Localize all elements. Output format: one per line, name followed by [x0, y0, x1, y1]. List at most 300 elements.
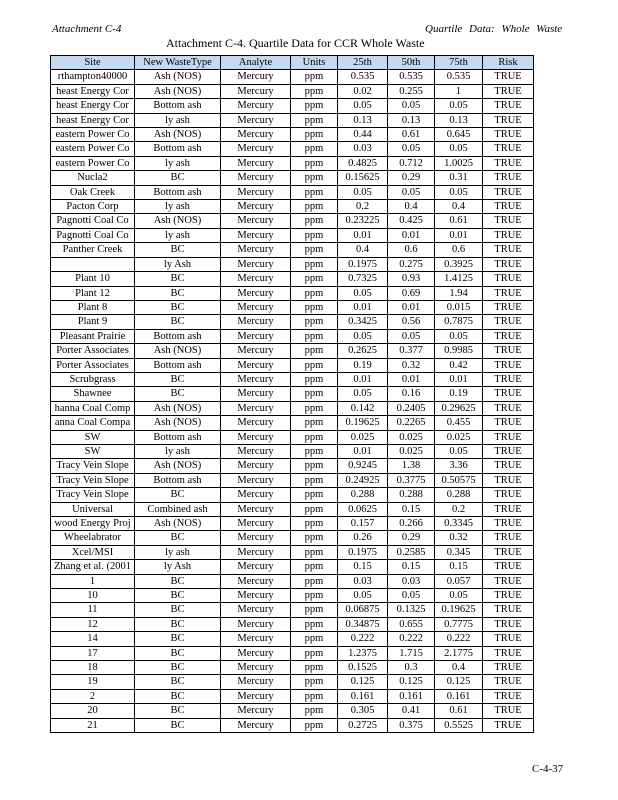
- cell-risk: TRUE: [483, 560, 534, 574]
- cell-risk: TRUE: [483, 113, 534, 127]
- cell-site: wood Energy Proj: [51, 517, 135, 531]
- cell-risk: TRUE: [483, 502, 534, 516]
- cell-units: ppm: [291, 401, 338, 415]
- cell-site: Oak Creek: [51, 185, 135, 199]
- cell-q25: 0.19: [338, 358, 388, 372]
- cell-units: ppm: [291, 84, 338, 98]
- cell-units: ppm: [291, 387, 338, 401]
- cell-waste-type: BC: [135, 300, 221, 314]
- cell-q50: 0.13: [388, 113, 435, 127]
- cell-units: ppm: [291, 200, 338, 214]
- cell-q25: 0.222: [338, 632, 388, 646]
- cell-q25: 0.01: [338, 372, 388, 386]
- cell-risk: TRUE: [483, 531, 534, 545]
- cell-q25: 0.01: [338, 300, 388, 314]
- col-25th: 25th: [338, 56, 388, 70]
- cell-q25: 0.2625: [338, 344, 388, 358]
- cell-analyte: Mercury: [221, 646, 291, 660]
- table-row: [51, 70, 534, 84]
- cell-units: ppm: [291, 444, 338, 458]
- cell-q50: 0.425: [388, 214, 435, 228]
- cell-analyte: Mercury: [221, 243, 291, 257]
- cell-units: ppm: [291, 632, 338, 646]
- col-risk: Risk: [483, 56, 534, 70]
- cell-risk: TRUE: [483, 200, 534, 214]
- cell-units: ppm: [291, 416, 338, 430]
- cell-q75: 0.05: [435, 142, 483, 156]
- cell-risk: TRUE: [483, 689, 534, 703]
- cell-q25: 0.305: [338, 704, 388, 718]
- cell-q50: 1.715: [388, 646, 435, 660]
- cell-risk: TRUE: [483, 473, 534, 487]
- cell-q75: 0.13: [435, 113, 483, 127]
- col-site: Site: [51, 56, 135, 70]
- table-row: [51, 401, 534, 415]
- cell-risk: TRUE: [483, 661, 534, 675]
- cell-risk: TRUE: [483, 718, 534, 732]
- cell-q50: 0.56: [388, 315, 435, 329]
- cell-analyte: Mercury: [221, 444, 291, 458]
- cell-site: heast Energy Cor: [51, 99, 135, 113]
- cell-q75: 0.42: [435, 358, 483, 372]
- cell-site: 10: [51, 589, 135, 603]
- cell-waste-type: BC: [135, 675, 221, 689]
- cell-q25: 0.05: [338, 99, 388, 113]
- cell-site: Tracy Vein Slope: [51, 488, 135, 502]
- cell-units: ppm: [291, 545, 338, 559]
- cell-q50: 0.3: [388, 661, 435, 675]
- table-row: [51, 574, 534, 588]
- cell-q25: 0.025: [338, 430, 388, 444]
- cell-waste-type: BC: [135, 372, 221, 386]
- cell-q25: 0.9245: [338, 459, 388, 473]
- table-row: [51, 531, 534, 545]
- cell-risk: TRUE: [483, 444, 534, 458]
- cell-q25: 0.34875: [338, 617, 388, 631]
- table-row: [51, 675, 534, 689]
- cell-units: ppm: [291, 675, 338, 689]
- cell-risk: TRUE: [483, 704, 534, 718]
- cell-units: ppm: [291, 488, 338, 502]
- cell-units: ppm: [291, 358, 338, 372]
- cell-q75: 0.645: [435, 128, 483, 142]
- cell-waste-type: BC: [135, 704, 221, 718]
- cell-q50: 0.05: [388, 589, 435, 603]
- cell-units: ppm: [291, 372, 338, 386]
- cell-risk: TRUE: [483, 243, 534, 257]
- table-row: [51, 113, 534, 127]
- cell-analyte: Mercury: [221, 156, 291, 170]
- cell-waste-type: Bottom ash: [135, 185, 221, 199]
- cell-units: ppm: [291, 603, 338, 617]
- cell-analyte: Mercury: [221, 430, 291, 444]
- cell-q25: 0.13: [338, 113, 388, 127]
- cell-q75: 0.05: [435, 329, 483, 343]
- cell-q75: 0.2: [435, 502, 483, 516]
- cell-site: Wheelabrator: [51, 531, 135, 545]
- cell-analyte: Mercury: [221, 329, 291, 343]
- cell-units: ppm: [291, 473, 338, 487]
- cell-q75: 0.6: [435, 243, 483, 257]
- cell-q75: 0.01: [435, 372, 483, 386]
- cell-q25: 0.157: [338, 517, 388, 531]
- cell-site: heast Energy Cor: [51, 84, 135, 98]
- cell-waste-type: BC: [135, 617, 221, 631]
- cell-q25: 0.03: [338, 142, 388, 156]
- cell-units: ppm: [291, 718, 338, 732]
- cell-risk: TRUE: [483, 675, 534, 689]
- cell-waste-type: Bottom ash: [135, 358, 221, 372]
- cell-waste-type: BC: [135, 272, 221, 286]
- cell-site: 12: [51, 617, 135, 631]
- table-row: [51, 689, 534, 703]
- cell-analyte: Mercury: [221, 488, 291, 502]
- col-analyte: Analyte: [221, 56, 291, 70]
- cell-q25: 0.15625: [338, 171, 388, 185]
- cell-site: Plant 8: [51, 300, 135, 314]
- cell-analyte: Mercury: [221, 675, 291, 689]
- cell-site: eastern Power Co: [51, 142, 135, 156]
- cell-analyte: Mercury: [221, 574, 291, 588]
- cell-waste-type: Ash (NOS): [135, 459, 221, 473]
- cell-site: Xcel/MSI: [51, 545, 135, 559]
- cell-risk: TRUE: [483, 401, 534, 415]
- cell-units: ppm: [291, 430, 338, 444]
- cell-q75: 0.5525: [435, 718, 483, 732]
- cell-site: Pleasant Prairie: [51, 329, 135, 343]
- cell-units: ppm: [291, 344, 338, 358]
- table-row: [51, 517, 534, 531]
- cell-risk: TRUE: [483, 329, 534, 343]
- cell-q25: 1.2375: [338, 646, 388, 660]
- cell-q25: 0.44: [338, 128, 388, 142]
- cell-q75: 0.535: [435, 70, 483, 84]
- cell-analyte: Mercury: [221, 300, 291, 314]
- cell-analyte: Mercury: [221, 401, 291, 415]
- cell-units: ppm: [291, 171, 338, 185]
- cell-q50: 0.025: [388, 430, 435, 444]
- cell-q75: 0.31: [435, 171, 483, 185]
- table-row: [51, 272, 534, 286]
- cell-q75: 2.1775: [435, 646, 483, 660]
- table-row: [51, 632, 534, 646]
- table-row: [51, 228, 534, 242]
- table-row: [51, 200, 534, 214]
- cell-site: SW: [51, 430, 135, 444]
- cell-risk: TRUE: [483, 416, 534, 430]
- cell-q25: 0.03: [338, 574, 388, 588]
- cell-site: Tracy Vein Slope: [51, 473, 135, 487]
- cell-q75: 0.29625: [435, 401, 483, 415]
- cell-q25: 0.142: [338, 401, 388, 415]
- cell-q25: 0.1975: [338, 257, 388, 271]
- cell-q50: 0.535: [388, 70, 435, 84]
- cell-q50: 1.38: [388, 459, 435, 473]
- cell-q50: 0.3775: [388, 473, 435, 487]
- cell-q25: 0.7325: [338, 272, 388, 286]
- cell-q50: 0.161: [388, 689, 435, 703]
- cell-waste-type: BC: [135, 315, 221, 329]
- cell-analyte: Mercury: [221, 113, 291, 127]
- cell-q25: 0.1975: [338, 545, 388, 559]
- table-row: [51, 502, 534, 516]
- cell-risk: TRUE: [483, 70, 534, 84]
- cell-units: ppm: [291, 661, 338, 675]
- table-row: [51, 488, 534, 502]
- cell-waste-type: Ash (NOS): [135, 401, 221, 415]
- cell-q75: 0.4: [435, 661, 483, 675]
- cell-q25: 0.05: [338, 589, 388, 603]
- cell-risk: TRUE: [483, 185, 534, 199]
- cell-q25: 0.01: [338, 444, 388, 458]
- cell-waste-type: BC: [135, 603, 221, 617]
- cell-q25: 0.535: [338, 70, 388, 84]
- table-row: [51, 416, 534, 430]
- table-row: [51, 156, 534, 170]
- cell-q50: 0.01: [388, 228, 435, 242]
- col-50th: 50th: [388, 56, 435, 70]
- cell-units: ppm: [291, 704, 338, 718]
- cell-analyte: Mercury: [221, 545, 291, 559]
- cell-units: ppm: [291, 329, 338, 343]
- cell-site: SW: [51, 444, 135, 458]
- cell-waste-type: BC: [135, 718, 221, 732]
- cell-q75: 0.15: [435, 560, 483, 574]
- cell-analyte: Mercury: [221, 632, 291, 646]
- cell-units: ppm: [291, 689, 338, 703]
- cell-units: ppm: [291, 142, 338, 156]
- cell-q50: 0.6: [388, 243, 435, 257]
- table-row: [51, 171, 534, 185]
- table-row: [51, 344, 534, 358]
- cell-q75: 0.05: [435, 185, 483, 199]
- cell-waste-type: BC: [135, 488, 221, 502]
- cell-site: Pagnotti Coal Co: [51, 228, 135, 242]
- cell-site: Universal: [51, 502, 135, 516]
- cell-q50: 0.266: [388, 517, 435, 531]
- cell-q75: 0.05: [435, 444, 483, 458]
- cell-units: ppm: [291, 257, 338, 271]
- cell-q25: 0.05: [338, 185, 388, 199]
- cell-site: Shawnee: [51, 387, 135, 401]
- cell-q25: 0.23225: [338, 214, 388, 228]
- cell-q50: 0.32: [388, 358, 435, 372]
- cell-units: ppm: [291, 517, 338, 531]
- cell-analyte: Mercury: [221, 661, 291, 675]
- table-row: [51, 718, 534, 732]
- cell-q50: 0.375: [388, 718, 435, 732]
- cell-site: Scrubgrass: [51, 372, 135, 386]
- cell-units: ppm: [291, 99, 338, 113]
- cell-analyte: Mercury: [221, 70, 291, 84]
- cell-site: Plant 12: [51, 286, 135, 300]
- cell-units: ppm: [291, 589, 338, 603]
- table-row: [51, 459, 534, 473]
- cell-waste-type: ly ash: [135, 228, 221, 242]
- table-row: [51, 286, 534, 300]
- cell-risk: TRUE: [483, 156, 534, 170]
- cell-q50: 0.2265: [388, 416, 435, 430]
- cell-risk: TRUE: [483, 430, 534, 444]
- cell-site: Pagnotti Coal Co: [51, 214, 135, 228]
- table-row: [51, 473, 534, 487]
- cell-waste-type: ly Ash: [135, 257, 221, 271]
- cell-q50: 0.2585: [388, 545, 435, 559]
- cell-waste-type: Ash (NOS): [135, 214, 221, 228]
- cell-risk: TRUE: [483, 300, 534, 314]
- table-row: [51, 560, 534, 574]
- table-row: [51, 372, 534, 386]
- col-units: Units: [291, 56, 338, 70]
- cell-analyte: Mercury: [221, 589, 291, 603]
- cell-analyte: Mercury: [221, 315, 291, 329]
- cell-units: ppm: [291, 574, 338, 588]
- cell-q50: 0.01: [388, 300, 435, 314]
- cell-q25: 0.05: [338, 329, 388, 343]
- cell-analyte: Mercury: [221, 473, 291, 487]
- cell-units: ppm: [291, 617, 338, 631]
- table-row: [51, 257, 534, 271]
- cell-site: hanna Coal Comp: [51, 401, 135, 415]
- cell-q25: 0.05: [338, 286, 388, 300]
- cell-site: 21: [51, 718, 135, 732]
- cell-waste-type: BC: [135, 632, 221, 646]
- cell-analyte: Mercury: [221, 257, 291, 271]
- cell-analyte: Mercury: [221, 200, 291, 214]
- cell-site: 11: [51, 603, 135, 617]
- cell-analyte: Mercury: [221, 99, 291, 113]
- cell-waste-type: BC: [135, 689, 221, 703]
- table-row: [51, 315, 534, 329]
- cell-q50: 0.05: [388, 142, 435, 156]
- cell-risk: TRUE: [483, 257, 534, 271]
- cell-site: 2: [51, 689, 135, 703]
- cell-waste-type: Bottom ash: [135, 473, 221, 487]
- cell-analyte: Mercury: [221, 704, 291, 718]
- cell-q50: 0.15: [388, 502, 435, 516]
- cell-q25: 0.2: [338, 200, 388, 214]
- cell-site: rthampton40000: [51, 70, 135, 84]
- cell-q50: 0.29: [388, 171, 435, 185]
- cell-q50: 0.255: [388, 84, 435, 98]
- cell-q75: 0.05: [435, 589, 483, 603]
- cell-waste-type: Bottom ash: [135, 329, 221, 343]
- cell-site: [51, 257, 135, 271]
- cell-q75: 0.9985: [435, 344, 483, 358]
- cell-q50: 0.655: [388, 617, 435, 631]
- cell-units: ppm: [291, 185, 338, 199]
- cell-analyte: Mercury: [221, 502, 291, 516]
- cell-analyte: Mercury: [221, 689, 291, 703]
- cell-site: Panther Creek: [51, 243, 135, 257]
- cell-analyte: Mercury: [221, 358, 291, 372]
- cell-site: Tracy Vein Slope: [51, 459, 135, 473]
- cell-waste-type: ly Ash: [135, 560, 221, 574]
- cell-q25: 0.05: [338, 387, 388, 401]
- cell-waste-type: Ash (NOS): [135, 70, 221, 84]
- cell-q50: 0.29: [388, 531, 435, 545]
- cell-risk: TRUE: [483, 358, 534, 372]
- cell-units: ppm: [291, 300, 338, 314]
- cell-site: eastern Power Co: [51, 128, 135, 142]
- table-row: [51, 646, 534, 660]
- col-waste-type: New WasteType: [135, 56, 221, 70]
- cell-waste-type: BC: [135, 243, 221, 257]
- cell-q75: 0.015: [435, 300, 483, 314]
- cell-q75: 0.3345: [435, 517, 483, 531]
- cell-q25: 0.26: [338, 531, 388, 545]
- cell-site: Zhang et al. (2001: [51, 560, 135, 574]
- cell-q25: 0.06875: [338, 603, 388, 617]
- cell-q75: 0.61: [435, 214, 483, 228]
- cell-site: anna Coal Compa: [51, 416, 135, 430]
- cell-analyte: Mercury: [221, 214, 291, 228]
- cell-q25: 0.02: [338, 84, 388, 98]
- cell-site: 18: [51, 661, 135, 675]
- page-number: C-4-37: [532, 763, 564, 775]
- cell-q25: 0.288: [338, 488, 388, 502]
- cell-analyte: Mercury: [221, 387, 291, 401]
- cell-risk: TRUE: [483, 286, 534, 300]
- cell-q75: 0.455: [435, 416, 483, 430]
- cell-q50: 0.377: [388, 344, 435, 358]
- cell-waste-type: ly ash: [135, 113, 221, 127]
- cell-risk: TRUE: [483, 372, 534, 386]
- cell-risk: TRUE: [483, 574, 534, 588]
- header-row: [51, 56, 534, 70]
- cell-q50: 0.01: [388, 372, 435, 386]
- running-header-left: Attachment C-4: [52, 23, 122, 35]
- cell-site: Plant 10: [51, 272, 135, 286]
- table-row: [51, 545, 534, 559]
- cell-risk: TRUE: [483, 128, 534, 142]
- cell-site: Pacton Corp: [51, 200, 135, 214]
- cell-waste-type: BC: [135, 286, 221, 300]
- cell-q75: 1.94: [435, 286, 483, 300]
- cell-site: 19: [51, 675, 135, 689]
- cell-risk: TRUE: [483, 344, 534, 358]
- cell-q75: 0.288: [435, 488, 483, 502]
- table-row: [51, 142, 534, 156]
- cell-q25: 0.161: [338, 689, 388, 703]
- cell-q25: 0.125: [338, 675, 388, 689]
- cell-risk: TRUE: [483, 228, 534, 242]
- cell-analyte: Mercury: [221, 128, 291, 142]
- cell-waste-type: BC: [135, 574, 221, 588]
- cell-risk: TRUE: [483, 142, 534, 156]
- cell-waste-type: Ash (NOS): [135, 517, 221, 531]
- cell-risk: TRUE: [483, 171, 534, 185]
- cell-q25: 0.4825: [338, 156, 388, 170]
- cell-q25: 0.1525: [338, 661, 388, 675]
- cell-risk: TRUE: [483, 99, 534, 113]
- cell-units: ppm: [291, 156, 338, 170]
- cell-analyte: Mercury: [221, 228, 291, 242]
- cell-waste-type: Ash (NOS): [135, 416, 221, 430]
- cell-q50: 0.61: [388, 128, 435, 142]
- cell-q25: 0.15: [338, 560, 388, 574]
- cell-waste-type: BC: [135, 589, 221, 603]
- cell-risk: TRUE: [483, 603, 534, 617]
- cell-q75: 0.7775: [435, 617, 483, 631]
- cell-analyte: Mercury: [221, 286, 291, 300]
- table-row: [51, 704, 534, 718]
- cell-q75: 0.05: [435, 99, 483, 113]
- table-row: [51, 214, 534, 228]
- cell-risk: TRUE: [483, 617, 534, 631]
- cell-q50: 0.15: [388, 560, 435, 574]
- cell-q75: 0.32: [435, 531, 483, 545]
